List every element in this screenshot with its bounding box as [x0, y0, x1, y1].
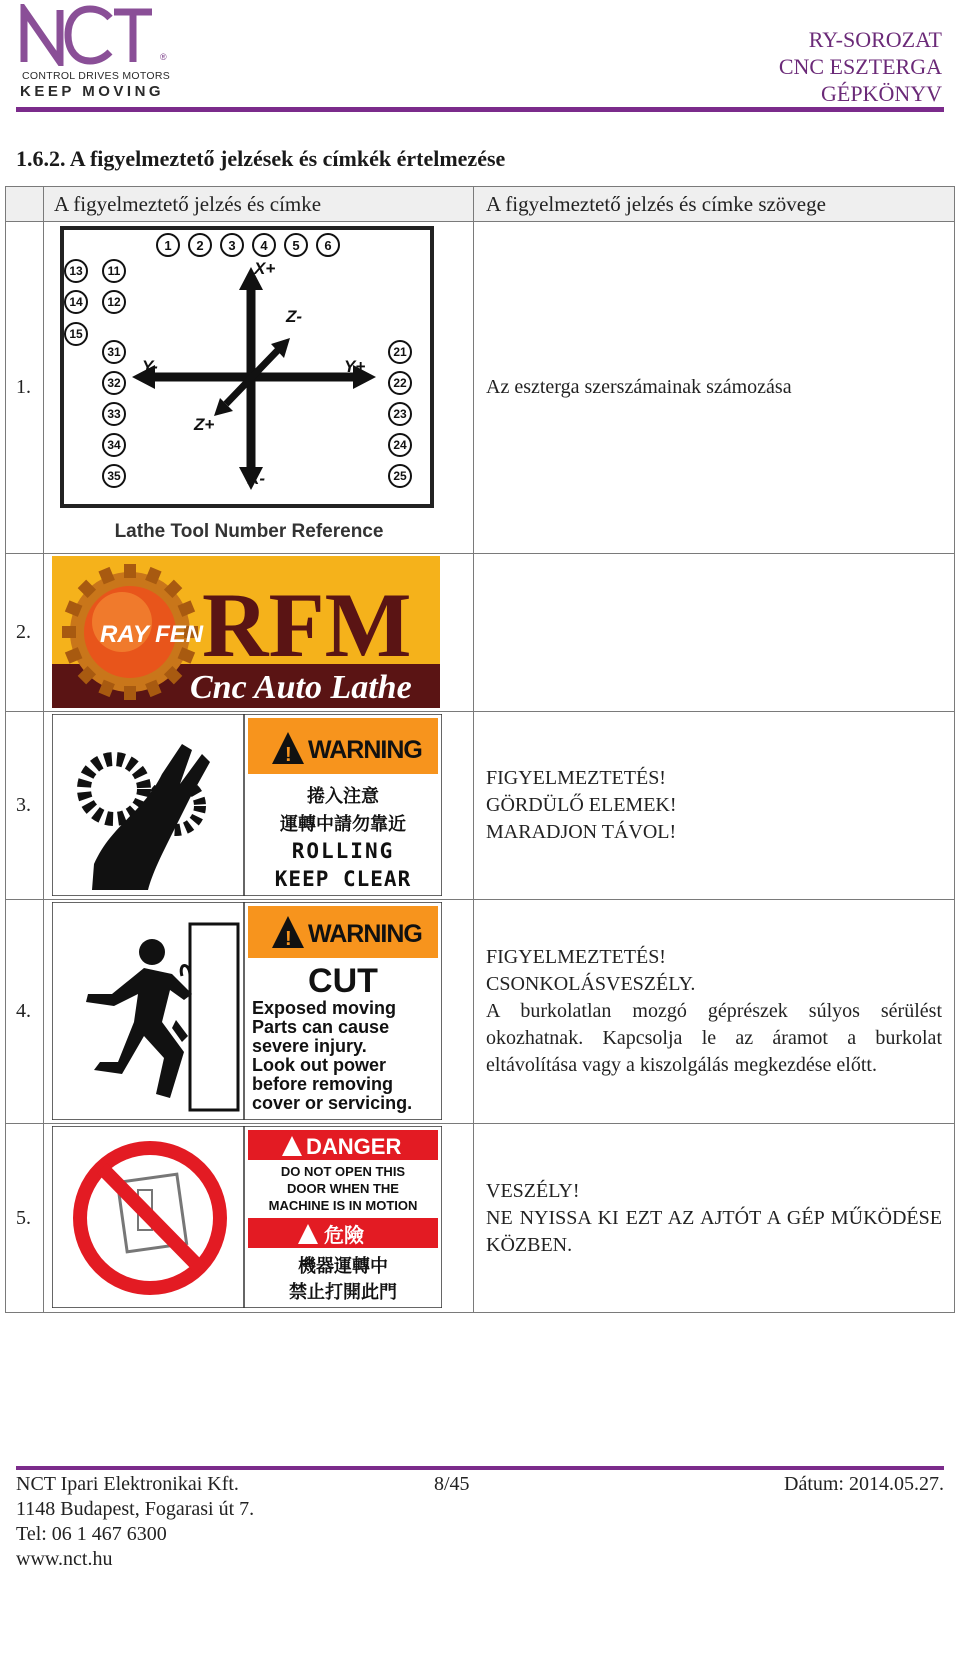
row-number: 5. [6, 1124, 44, 1312]
tool-number: 2 [196, 238, 204, 253]
label-line: Exposed moving [252, 998, 397, 1018]
axis-label: X- [248, 469, 265, 488]
warning-labels-table [5, 186, 955, 1313]
table-row [6, 1124, 954, 1312]
rolling-warning-label [52, 714, 442, 896]
label-cell [44, 554, 474, 711]
label-line: ROLLING [291, 839, 395, 863]
header-cell-label: A figyelmeztető jelzés és címke [44, 187, 474, 221]
text-cell [474, 1124, 954, 1312]
gear-tooth [124, 564, 136, 578]
label-title: CUT [308, 962, 378, 1000]
label-line: before removing [252, 1074, 394, 1094]
text-cell [474, 554, 954, 711]
rfm-brand-label [52, 556, 440, 708]
label-header: DANGER [306, 1134, 402, 1159]
tool-number: 32 [107, 376, 121, 390]
title-line: CNC ESZTERGA [778, 54, 942, 79]
page-footer [16, 1472, 944, 1572]
tool-number: 35 [107, 469, 121, 483]
table-row [6, 712, 954, 900]
label-caption: Lathe Tool Number Reference [114, 521, 384, 542]
text-line: GÖRDÜLŐ ELEMEK! [486, 794, 677, 816]
registered-mark: ® [160, 52, 167, 62]
tool-number: 31 [107, 345, 121, 359]
tool-number: 23 [393, 407, 407, 421]
axis-label: Y- [142, 357, 158, 376]
label-line: cover or servicing. [252, 1093, 413, 1113]
gear-tooth [62, 626, 76, 638]
axis-label: Y+ [344, 357, 366, 376]
table-row [6, 554, 954, 712]
label-line: Look out power [252, 1055, 386, 1075]
text-line: Az eszterga szerszámainak számozása [486, 376, 792, 398]
label-line: KEEP CLEAR [274, 867, 412, 891]
section-title: 1.6.2. A figyelmeztető jelzések és címkék értelmezése [16, 146, 506, 171]
text-cell [474, 222, 954, 553]
row-number: 4. [6, 900, 44, 1123]
axis-label: Z+ [194, 415, 215, 434]
nct-logo [18, 4, 178, 104]
footer-phone: Tel: 06 1 467 6300 [16, 1523, 167, 1545]
tool-number: 6 [324, 238, 332, 253]
header-cell-num [6, 187, 44, 221]
label-line: DOOR WHEN THE [287, 1181, 399, 1196]
document-title [779, 26, 942, 107]
tool-number: 25 [393, 469, 407, 483]
footer-web-link[interactable]: www.nct.hu [16, 1548, 113, 1570]
label-line: MACHINE IS IN MOTION [268, 1198, 418, 1213]
brand-subtitle: Cnc Auto Lathe [190, 669, 412, 706]
tool-number: 11 [107, 264, 121, 278]
cut-warning-label [52, 902, 442, 1120]
table-header-row [6, 187, 954, 222]
tool-number: 34 [107, 438, 121, 452]
text-line: VESZÉLY! [486, 1179, 580, 1202]
label-cell [44, 712, 474, 899]
label-line: severe injury. [252, 1036, 367, 1056]
text-line: MARADJON TÁVOL! [486, 821, 677, 843]
text-cell [474, 900, 954, 1123]
axis-label: X+ [254, 259, 276, 278]
gear-tooth [124, 686, 136, 700]
text-paragraph: A burkolatlan mozgó géprészek súlyos sérülést okozhatnak. Kapcsolja le az áramot a burkolat eltávolítása vagy a kiszolgálás megkezdése előtt. [486, 1000, 942, 1076]
text-cell [474, 712, 954, 899]
tool-number: 22 [393, 376, 407, 390]
footer-divider [16, 1466, 944, 1470]
header-cell-text: A figyelmeztető jelzés és címke szövege [474, 187, 954, 221]
label-line: DO NOT OPEN THIS [280, 1164, 406, 1179]
tool-number: 1 [164, 238, 172, 253]
table-row [6, 222, 954, 554]
table-row [6, 900, 954, 1124]
badge-text: RAY FEN [100, 621, 204, 648]
text-line: FIGYELMEZTETÉS! [486, 767, 666, 789]
text-paragraph: NE NYISSA KI EZT AZ AJTÓT A GÉP MŰKÖDÉSE KÖZBEN. [486, 1206, 942, 1256]
svg-text:!: ! [285, 744, 292, 766]
danger-door-label [52, 1126, 442, 1308]
logo-tagline: CONTROL DRIVES MOTORS [22, 70, 171, 82]
nct-logo-mark [18, 4, 154, 66]
brand-text: RFM [202, 574, 412, 676]
axis-label: Z- [286, 307, 303, 326]
footer-date: Dátum: 2014.05.27. [784, 1473, 944, 1495]
tool-number: 3 [228, 238, 236, 253]
tool-number: 13 [69, 264, 83, 278]
label-line: 禁止打開此門 [289, 1282, 397, 1303]
label-line: 機器運轉中 [298, 1256, 388, 1277]
tool-number: 15 [69, 327, 83, 341]
header-divider [16, 107, 944, 112]
tool-number: 4 [260, 238, 268, 253]
label-cell [44, 1124, 474, 1312]
label-line: Parts can cause [252, 1017, 390, 1037]
title-line: GÉPKÖNYV [821, 81, 942, 106]
title-line: RY-SOROZAT [808, 27, 942, 52]
label-line: 運轉中請勿靠近 [280, 814, 406, 835]
footer-address: 1148 Budapest, Fogarasi út 7. [16, 1498, 255, 1520]
row-number: 3. [6, 712, 44, 899]
tool-number: 21 [393, 345, 407, 359]
page-number: 8/45 [434, 1473, 470, 1495]
text-line: FIGYELMEZTETÉS! [486, 946, 666, 968]
tool-number: 24 [393, 438, 407, 452]
tool-number: 14 [69, 295, 83, 309]
logo-motto: KEEP MOVING [20, 83, 165, 100]
tool-number-reference-label [54, 222, 444, 552]
label-line: 捲入注意 [307, 786, 379, 807]
label-cell [44, 222, 474, 553]
label-header-cn: 危險 [324, 1223, 364, 1247]
tool-number: 12 [107, 295, 121, 309]
text-line: CSONKOLÁSVESZÉLY. [486, 973, 696, 995]
label-header: WARNING [308, 736, 422, 764]
row-number: 1. [6, 222, 44, 553]
page-header [16, 4, 944, 112]
footer-company: NCT Ipari Elektronikai Kft. [16, 1473, 239, 1495]
svg-text:!: ! [285, 928, 292, 950]
label-header: WARNING [308, 920, 422, 948]
tool-number: 33 [107, 407, 121, 421]
row-number: 2. [6, 554, 44, 711]
tool-number: 5 [292, 238, 300, 253]
label-cell [44, 900, 474, 1123]
